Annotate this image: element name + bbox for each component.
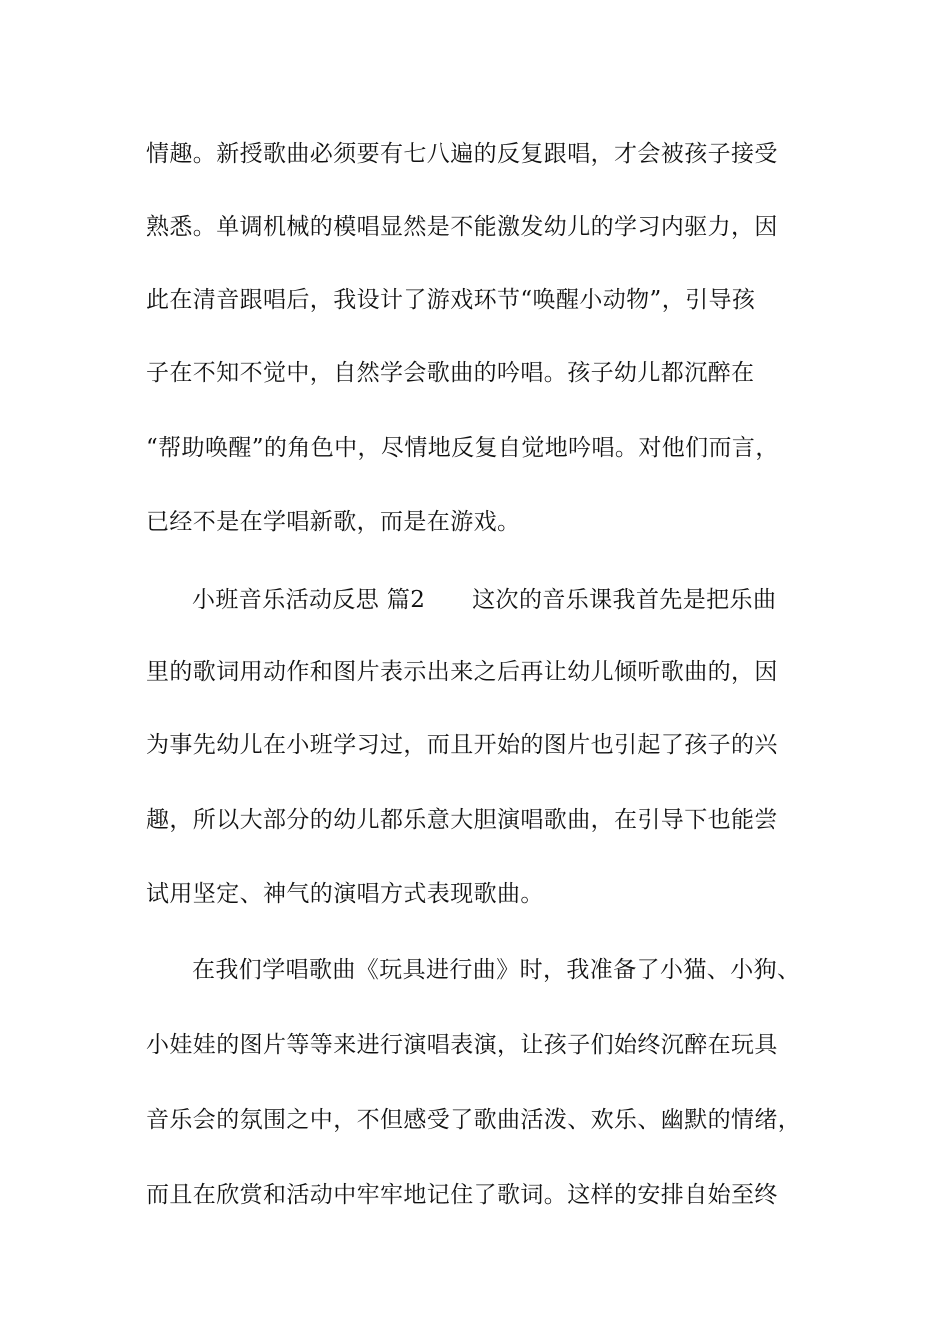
text-line: 试用坚定、神气的演唱方式表现歌曲。: [146, 881, 544, 907]
text-line: 熟悉。单调机械的模唱显然是不能激发幼儿的学习内驱力，因: [146, 214, 778, 240]
text-line: 趣，所以大部分的幼儿都乐意大胆演唱歌曲，在引导下也能尝: [146, 807, 778, 833]
text-line: 里的歌词用动作和图片表示出来之后再让幼儿倾听歌曲的，因: [146, 659, 778, 685]
text-line: 此在清音跟唱后，我设计了游戏环节“唤醒小动物”，引导孩: [146, 287, 756, 313]
text-line: 为事先幼儿在小班学习过，而且开始的图片也引起了孩子的兴: [146, 732, 778, 758]
text-line: 小娃娃的图片等等来进行演唱表演，让孩子们始终沉醉在玩具: [146, 1032, 778, 1058]
paragraph-start-line: 在我们学唱歌曲《玩具进行曲》时，我准备了小猫、小狗、: [192, 957, 801, 983]
text-line: 子在不知不觉中，自然学会歌曲的吟唱。孩子幼儿都沉醉在: [146, 360, 755, 386]
text-line: 音乐会的氛围之中，不但感受了歌曲活泼、欢乐、幽默的情绪，: [146, 1107, 802, 1133]
text-line: 而且在欣赏和活动中牢牢地记住了歌词。这样的安排自始至终: [146, 1182, 778, 1208]
text-line: “帮助唤醒”的角色中，尽情地反复自觉地吟唱。对他们而言，: [146, 435, 779, 461]
text-line: 已经不是在学唱新歌，而是在游戏。: [146, 509, 521, 535]
section-heading-line: 小班音乐活动反思 篇2 这次的音乐课我首先是把乐曲: [192, 587, 777, 613]
text-line: 情趣。新授歌曲必须要有七八遍的反复跟唱，才会被孩子接受: [146, 141, 778, 167]
